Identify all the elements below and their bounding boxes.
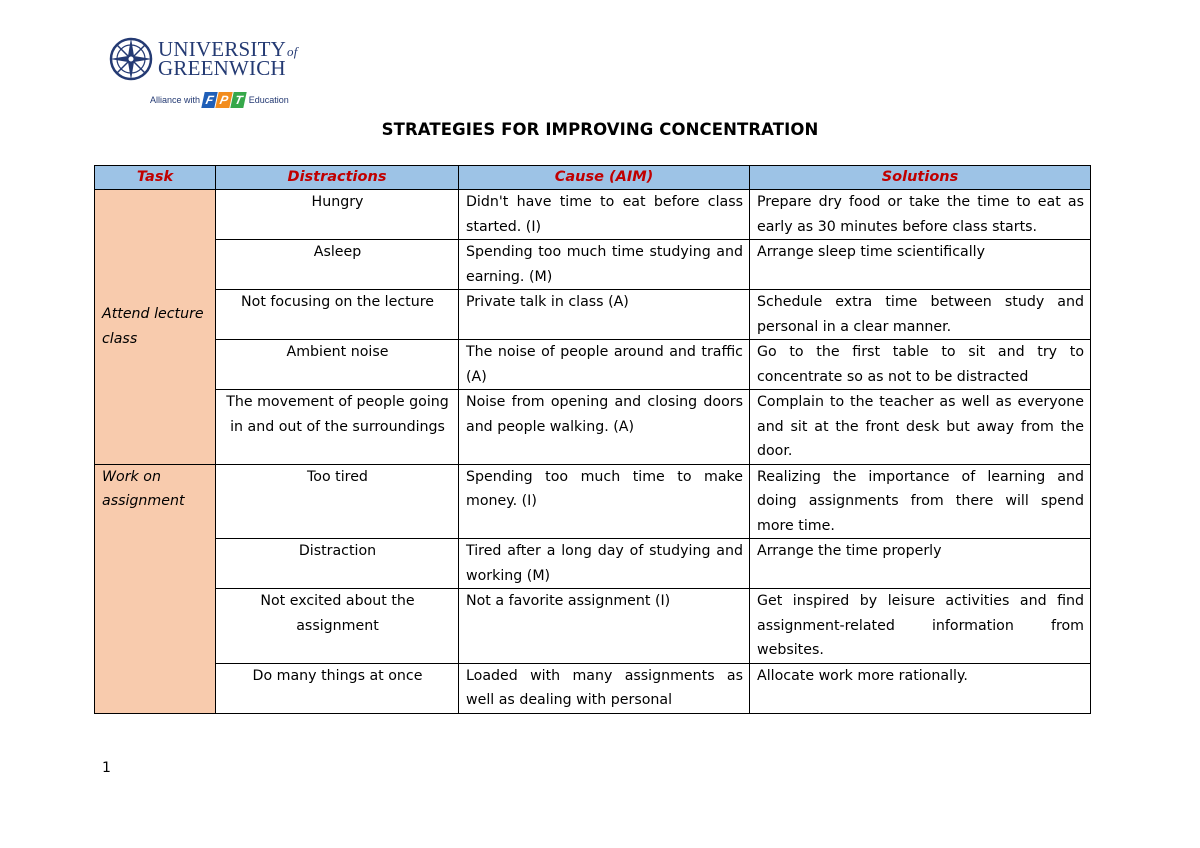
table-row bbox=[95, 190, 1091, 240]
cause-cell: Spending too much time studying and earning. (M) bbox=[459, 240, 750, 290]
table-row bbox=[95, 290, 1091, 340]
page-title: STRATEGIES FOR IMPROVING CONCENTRATION bbox=[381, 120, 819, 139]
table-row bbox=[95, 240, 1091, 290]
header-solutions: Solutions bbox=[750, 166, 1091, 190]
fpt-logo-icon: F P T bbox=[203, 92, 246, 108]
solution-cell: Arrange the time properly bbox=[750, 539, 1091, 589]
table-row bbox=[95, 663, 1091, 713]
solution-cell: Realizing the importance of learning and doing assignments from there will spend more time. bbox=[750, 464, 1091, 539]
table-row bbox=[95, 464, 1091, 539]
solution-cell: Arrange sleep time scientifically bbox=[750, 240, 1091, 290]
distraction-cell: Too tired bbox=[216, 464, 459, 539]
university-logo bbox=[108, 36, 298, 116]
distraction-cell: The movement of people going in and out of the surroundings bbox=[216, 390, 459, 465]
solution-cell: Schedule extra time between study and personal in a clear manner. bbox=[750, 290, 1091, 340]
task-cell: Work on assignment bbox=[95, 464, 216, 713]
alliance-prefix: Alliance with bbox=[150, 95, 201, 105]
page-number: 1 bbox=[102, 760, 111, 776]
logo-university-text: UNIVERSITYof bbox=[158, 37, 298, 61]
table-row bbox=[95, 539, 1091, 589]
cause-cell: Spending too much time to make money. (I) bbox=[459, 464, 750, 539]
header-cause: Cause (AIM) bbox=[459, 166, 750, 190]
distraction-cell: Distraction bbox=[216, 539, 459, 589]
solution-cell: Allocate work more rationally. bbox=[750, 663, 1091, 713]
distraction-cell: Hungry bbox=[216, 190, 459, 240]
distraction-cell: Not focusing on the lecture bbox=[216, 290, 459, 340]
cause-cell: Noise from opening and closing doors and people walking. (A) bbox=[459, 390, 750, 465]
table-row bbox=[95, 589, 1091, 664]
header-distractions: Distractions bbox=[216, 166, 459, 190]
task-cell: Attend lecture class bbox=[95, 190, 216, 465]
table-row bbox=[95, 340, 1091, 390]
header-task: Task bbox=[95, 166, 216, 190]
solution-cell: Go to the first table to sit and try to concentrate so as not to be distracted bbox=[750, 340, 1091, 390]
distraction-cell: Not excited about the assignment bbox=[216, 589, 459, 664]
strategies-table bbox=[94, 165, 1091, 714]
cause-cell: Not a favorite assignment (I) bbox=[459, 589, 750, 664]
cause-cell: Private talk in class (A) bbox=[459, 290, 750, 340]
distraction-cell: Do many things at once bbox=[216, 663, 459, 713]
logo-alliance bbox=[150, 92, 289, 108]
compass-rose-icon bbox=[108, 36, 154, 82]
table-header-row bbox=[95, 166, 1091, 190]
solution-cell: Complain to the teacher as well as everyone and sit at the front desk but away from the door. bbox=[750, 390, 1091, 465]
solution-cell: Get inspired by leisure activities and find assignment-related information from websites. bbox=[750, 589, 1091, 664]
cause-cell: Didn't have time to eat before class started. (I) bbox=[459, 190, 750, 240]
cause-cell: The noise of people around and traffic (A) bbox=[459, 340, 750, 390]
table-row bbox=[95, 390, 1091, 465]
alliance-suffix: Education bbox=[248, 95, 289, 105]
logo-greenwich-text: GREENWICH bbox=[158, 56, 286, 80]
distraction-cell: Asleep bbox=[216, 240, 459, 290]
cause-cell: Loaded with many assignments as well as dealing with personal bbox=[459, 663, 750, 713]
distraction-cell: Ambient noise bbox=[216, 340, 459, 390]
cause-cell: Tired after a long day of studying and working (M) bbox=[459, 539, 750, 589]
solution-cell: Prepare dry food or take the time to eat as early as 30 minutes before class starts. bbox=[750, 190, 1091, 240]
